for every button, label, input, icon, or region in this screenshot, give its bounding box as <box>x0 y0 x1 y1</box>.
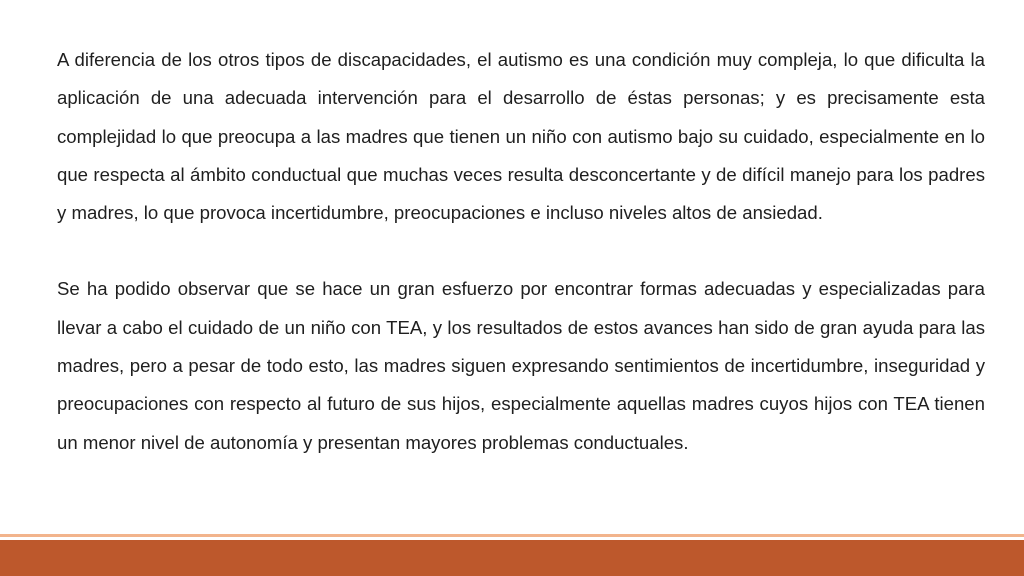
footer-band <box>0 540 1024 576</box>
paragraph-2: Se ha podido observar que se hace un gran esfuerzo por encontrar formas adecuadas y especializadas para llevar a cabo el cuidado de un niño con TEA, y los resultados de estos avances han sido de gran ayuda para las madres, pero a pesar de todo esto, las madres siguen expresando sentimientos de incertidumbre, inseguridad y preocupaciones con respecto al futuro de sus hijos, especialmente aquellas madres cuyos hijos con TEA tienen un menor nivel de autonomía y presentan mayores problemas conductuales. <box>57 278 985 453</box>
slide-body <box>57 41 985 462</box>
footer-accent-line <box>0 534 1024 537</box>
paragraph-1: A diferencia de los otros tipos de discapacidades, el autismo es una condición muy compleja, lo que dificulta la aplicación de una adecuada intervención para el desarrollo de éstas personas; y es precisamente esta complejidad lo que preocupa a las madres que tienen un niño con autismo bajo su cuidado, especialmente en lo que respecta al ámbito conductual que muchas veces resulta desconcertante y de difícil manejo para los padres y madres, lo que provoca incertidumbre, preocupaciones e incluso niveles altos de ansiedad. <box>57 49 985 224</box>
